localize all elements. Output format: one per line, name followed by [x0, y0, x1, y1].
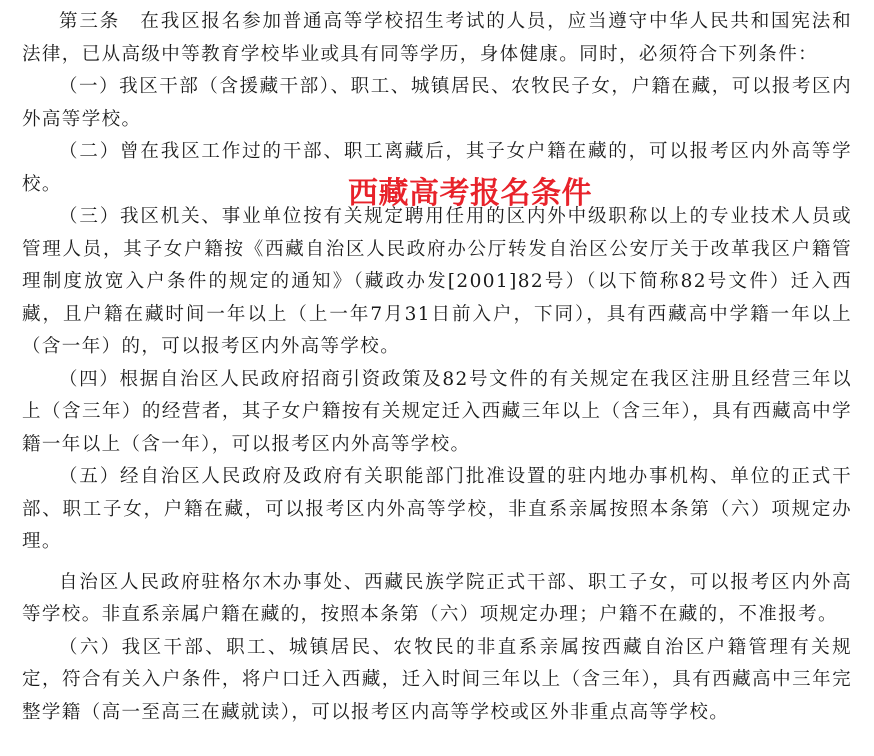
condition-5-supplement: 自治区人民政府驻格尔木办事处、西藏民族学院正式干部、职工子女，可以报考区内外高等学校。非直系亲属户籍在藏的，按照本条第（六）项规定办理；户籍不在藏的，不准报考。 [22, 571, 852, 625]
condition-5: （五）经自治区人民政府及政府有关职能部门批准设置的驻内地办事机构、单位的正式干部、职工子女，户籍在藏，可以报考区内外高等学校，非直系亲属按照本条第（六）项规定办理。 [22, 466, 852, 552]
condition-4: （四）根据自治区人民政府招商引资政策及82号文件的有关规定在我区注册且经营三年以上（含三年）的经营者，其子女户籍按有关规定迁入西藏三年以上（含三年），具有西藏高中学籍一年以上（含一年），可以报考区内外高等学校。 [22, 368, 852, 455]
condition-3: （三）我区机关、事业单位按有关规定聘用任用的区内外中级职称以上的专业技术人员或管理人员，其子女户籍按《西藏自治区人民政府办公厅转发自治区公安厅关于改革我区户籍管理制度放宽入户条件的规定的通知》（藏政办发[2001]82号）（以下简称82号文件）迁入西藏，且户籍在藏时间一年以上（上一年7月31日前入户，下同），具有西藏高中学籍一年以上（含一年）的，可以报考区内外高等学校。 [22, 206, 852, 357]
condition-6: （六）我区干部、职工、城镇居民、农牧民的非直系亲属按西藏自治区户籍管理有关规定，符合有关入户条件，将户口迁入西藏，迁入时间三年以上（含三年），具有西藏高中三年完整学籍（高一至高三在藏就读），可以报考区内高等学校或区外非重点高等学校。 [22, 636, 852, 723]
condition-1: （一）我区干部（含援藏干部）、职工、城镇居民、农牧民子女，户籍在藏，可以报考区内外高等学校。 [22, 76, 852, 130]
article-3-intro: 第三条 在我区报名参加普通高等学校招生考试的人员，应当遵守中华人民共和国宪法和法律，已从高级中等教育学校毕业或具有同等学历，身体健康。同时，必须符合下列条件： [22, 11, 852, 65]
document-body [22, 6, 852, 729]
condition-2: （二）曾在我区工作过的干部、职工离藏后，其子女户籍在藏的，可以报考区内外高等学校。 [22, 141, 852, 195]
overlay-title: 西藏高考报名条件 [348, 176, 592, 211]
